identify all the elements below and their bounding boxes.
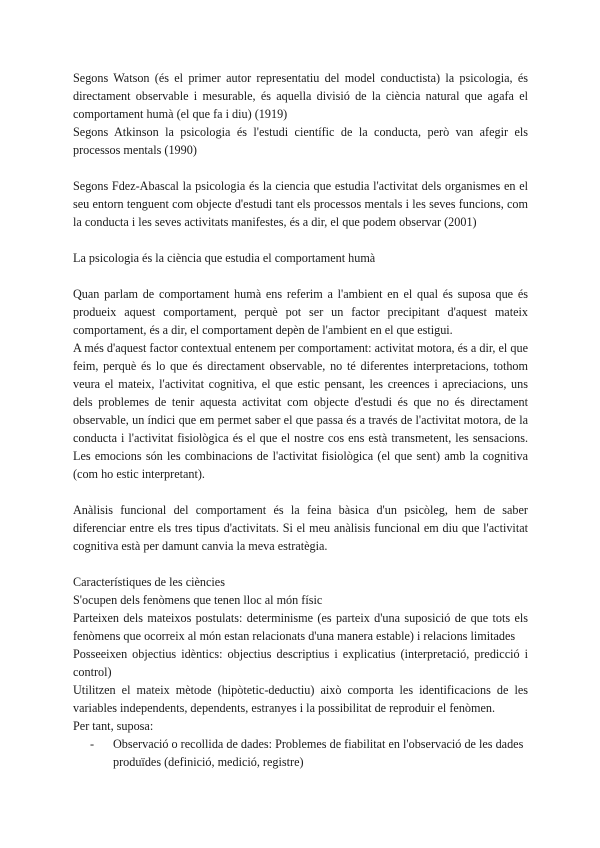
blank-line: [73, 555, 528, 573]
blank-line: [73, 231, 528, 249]
paragraph-metode: Utilitzen el mateix mètode (hipòtetic-deductiu) això comporta les identificacions de les variables independents, dependents, estranyes i la possibilitat de reproduir el fenòmen.: [73, 683, 528, 715]
bullet-dash: -: [90, 737, 95, 751]
paragraph-fdez-abascal: Segons Fdez-Abascal la psicologia és la ciencia que estudia l'activitat dels organismes en el seu entorn tenguent com objecte d'estudi tant els processos mentals i les seves funcions, com la conducta i les seves activitats manifestes, és a dir, el que podem observar (2001): [73, 179, 528, 229]
paragraph-postulats: Parteixen dels mateixos postulats: determinisme (es parteix d'una suposició de que tots els fenòmens que ocorreix al món estan relacionats d'una manera estable) i relacions limitades: [73, 611, 528, 643]
paragraph-analisis-funcional: Anàlisis funcional del comportament és la feina bàsica d'un psicòleg, hem de saber diferenciar entre els tres tipus d'activitats. Si el meu anàlisis funcional em diu que l'activitat cognitiva està per damunt canvia la meva estratègia.: [73, 503, 528, 553]
paragraph-per-tant: Per tant, suposa:: [73, 719, 154, 733]
paragraph-watson: Segons Watson (és el primer autor representatiu del model conductista) la psicologia, és directament observable i mesurable, és aquella divisió de la ciència natural que agafa el comportament humà (el que fa i diu) (1919): [73, 71, 528, 121]
paragraph-definition: La psicologia és la ciència que estudia el comportament humà: [73, 251, 376, 265]
blank-line: [73, 159, 528, 177]
paragraph-mon-fisic: S'ocupen dels fenòmens que tenen lloc al món físic: [73, 593, 323, 607]
paragraph-objectius: Posseeixen objectius idèntics: objectius descriptius i explicatius (interpretació, predicció i control): [73, 647, 528, 679]
blank-line: [73, 267, 528, 285]
list-item: [73, 735, 528, 771]
blank-line: [73, 483, 528, 501]
paragraph-factor-contextual: A més d'aquest factor contextual entenem per comportament: activitat motora, és a dir, el que feim, perquè és lo que és directament observable, no té diferentes interpretacions, tothom veura el mateix, l'activitat cognitiva, el que estic pensant, les creences i apreciacions, uns dels problemes de tenir aquesta activitat com objecte d'estudi és que no és directament observable, un índici que em permet saber el que passa és a través de l'activitat motora, de la conducta i l'activitat fisiològica és el que el nostre cos ens està transmetent, les sensacions. Les emocions són les combinacions de l'activitat fisiològica (el que sent) amb la cognitiva (com ho estic interpretant).: [73, 341, 528, 481]
paragraph-atkinson: Segons Atkinson la psicologia és l'estudi científic de la conducta, però van afegir els processos mentals (1990): [73, 125, 528, 157]
list-item-text: Observació o recollida de dades: Problemes de fiabilitat en l'observació de les dades produïdes (definició, medició, registre): [113, 737, 524, 769]
paragraph-comportament: Quan parlam de comportament humà ens referim a l'ambient en el qual és suposa que és produeix aquest comportament, perquè pot ser un factor precipitant d'aquest mateix comportament, és a dir, el comportament depèn de l'ambient en el que estigui.: [73, 287, 528, 337]
heading-caracteristiques: Característiques de les ciències: [73, 575, 225, 589]
